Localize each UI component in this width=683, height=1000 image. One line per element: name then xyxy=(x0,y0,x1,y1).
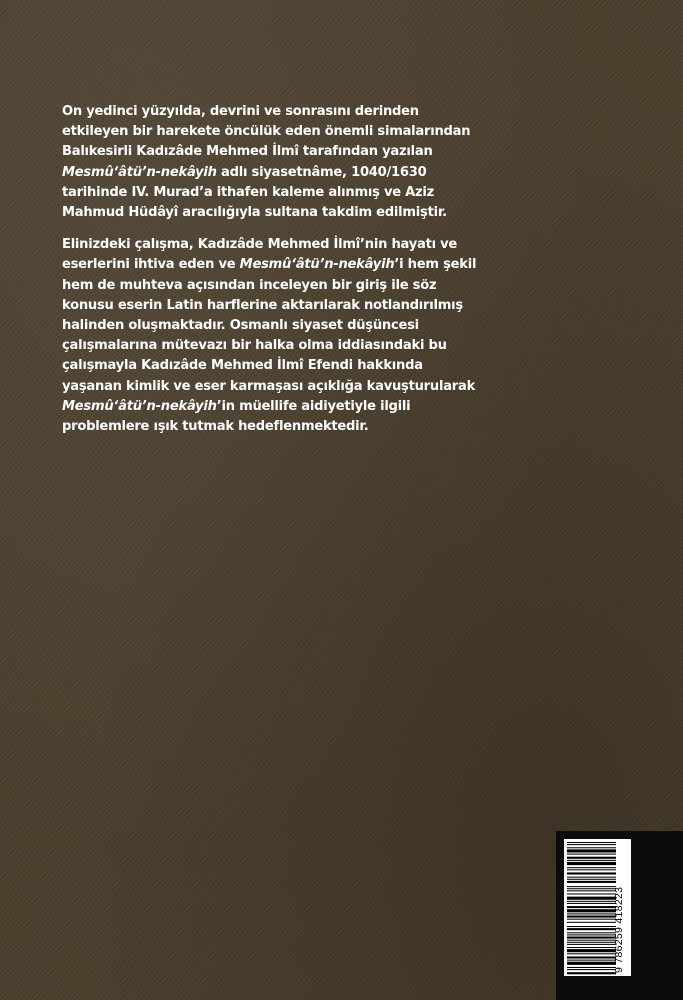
barcode-bar xyxy=(567,926,616,927)
blurb-line xyxy=(62,296,463,316)
barcode-bar xyxy=(567,877,616,878)
barcode-bar xyxy=(567,869,616,870)
blurb-text xyxy=(62,102,477,449)
barcode-bar xyxy=(567,844,616,845)
barcode-bar xyxy=(567,919,616,920)
blurb-line xyxy=(62,183,435,203)
blurb-line xyxy=(62,356,422,376)
barcode-bar xyxy=(567,842,616,843)
blurb-line xyxy=(62,336,447,356)
text-segment: yaşanan kimlik ve eser karmaşası açıklığa kavuşturularak xyxy=(62,378,476,394)
blurb-line xyxy=(62,316,422,336)
book-title-italic: Mesmû‘âtü’n-nekâyih xyxy=(62,164,217,180)
blurb-line xyxy=(62,163,427,183)
blurb-line xyxy=(62,142,433,162)
text-segment: etkileyen bir harekete öncülük eden önemli simalarından xyxy=(62,124,471,140)
barcode-graphic xyxy=(564,839,631,976)
barcode-bar xyxy=(567,847,616,848)
barcode-bar xyxy=(567,916,616,918)
barcode-bar xyxy=(567,867,616,868)
text-segment: Mahmud Hüdâyî aracılığıyla sultana takdim edilmiştir. xyxy=(62,205,447,221)
blurb-line xyxy=(62,276,437,296)
text-segment: halinden oluşmaktadır. Osmanlı siyaset düşüncesi xyxy=(62,318,419,334)
barcode-bar xyxy=(567,940,616,941)
text-segment: Elinizdeki çalışma, Kadızâde Mehmed İlmî’nin hayatı ve xyxy=(62,237,458,253)
barcode-bar xyxy=(567,944,616,945)
barcode-bar xyxy=(567,932,616,933)
barcode-bar xyxy=(567,888,616,889)
barcode-bar xyxy=(567,879,616,880)
barcode-bar xyxy=(567,969,616,970)
barcode-bar xyxy=(567,897,616,900)
text-segment: eserlerini ihtiva eden ve xyxy=(62,257,240,273)
blurb-line xyxy=(62,377,476,397)
book-title-italic: Mesmû‘âtü’n-nekâyih xyxy=(62,398,217,414)
barcode-bar xyxy=(567,934,616,935)
barcode-bar xyxy=(567,860,616,861)
blurb-paragraph xyxy=(62,102,471,223)
blurb-line xyxy=(62,235,458,255)
barcode-bar xyxy=(567,972,616,974)
text-segment: çalışmayla Kadızâde Mehmed İlmî Efendi hakkında xyxy=(62,358,423,374)
blurb-line xyxy=(62,102,422,122)
text-segment: ’i hem şekil xyxy=(394,257,477,273)
isbn-barcode xyxy=(564,839,631,976)
blurb-line xyxy=(62,122,471,142)
barcode-bar xyxy=(567,967,616,968)
barcode-bar xyxy=(567,862,616,865)
barcode-bar xyxy=(567,922,616,923)
blurb-paragraph xyxy=(62,235,477,437)
barcode-bar xyxy=(567,909,616,912)
blurb-line xyxy=(62,203,447,223)
barcode-bar xyxy=(567,949,616,952)
text-segment: Balıkesirli Kadızâde Mehmed İlmî tarafından yazılan xyxy=(62,144,433,160)
barcode-bar xyxy=(567,854,616,855)
barcode-bar xyxy=(567,928,616,930)
book-title-italic: Mesmû‘âtü’n-nekâyih xyxy=(239,257,395,273)
barcode-bar xyxy=(567,947,616,948)
text-segment: hem de muhteva açısından inceleyen bir giriş ile söz xyxy=(62,277,437,293)
barcode-bar xyxy=(567,913,616,914)
barcode-bar xyxy=(567,953,616,954)
barcode-bar xyxy=(567,849,616,852)
blurb-line xyxy=(62,255,477,275)
text-segment: On yedinci yüzyılda, devrini ve sonrasını derinden xyxy=(62,104,419,119)
blurb-line xyxy=(62,417,422,437)
text-segment: ’in müellife aidiyetiyle ilgili xyxy=(216,398,411,414)
text-segment: tarihinde IV. Murad’a ithafen kaleme alınmış ve Aziz xyxy=(62,184,435,200)
barcode-bar xyxy=(567,901,616,902)
text-segment: konusu eserin Latin harflerine aktarılarak notlandırılmış xyxy=(62,297,463,313)
barcode-bar xyxy=(567,942,616,943)
isbn-digits: 9 786259 418223 xyxy=(613,886,625,973)
text-segment: çalışmalarına mütevazı bir halka olma iddiasındaki bu xyxy=(62,338,447,354)
barcode-bar xyxy=(567,962,616,965)
blurb-line xyxy=(62,397,422,417)
barcode-bar xyxy=(567,893,616,894)
barcode-bar xyxy=(567,903,616,904)
barcode-bar xyxy=(567,886,616,887)
barcode-bar xyxy=(567,857,616,859)
barcode-bar xyxy=(567,960,616,961)
barcode-bar xyxy=(567,937,616,939)
text-segment: problemlere ışık tutmak hedeflenmektedir. xyxy=(62,419,369,435)
barcode-bar xyxy=(567,881,616,883)
barcode-bar xyxy=(567,872,616,874)
barcode-bar xyxy=(567,956,616,958)
barcode-bar xyxy=(567,890,616,891)
barcode-bar xyxy=(567,906,616,908)
text-segment: adlı siyasetnâme, 1040/1630 xyxy=(216,164,427,180)
